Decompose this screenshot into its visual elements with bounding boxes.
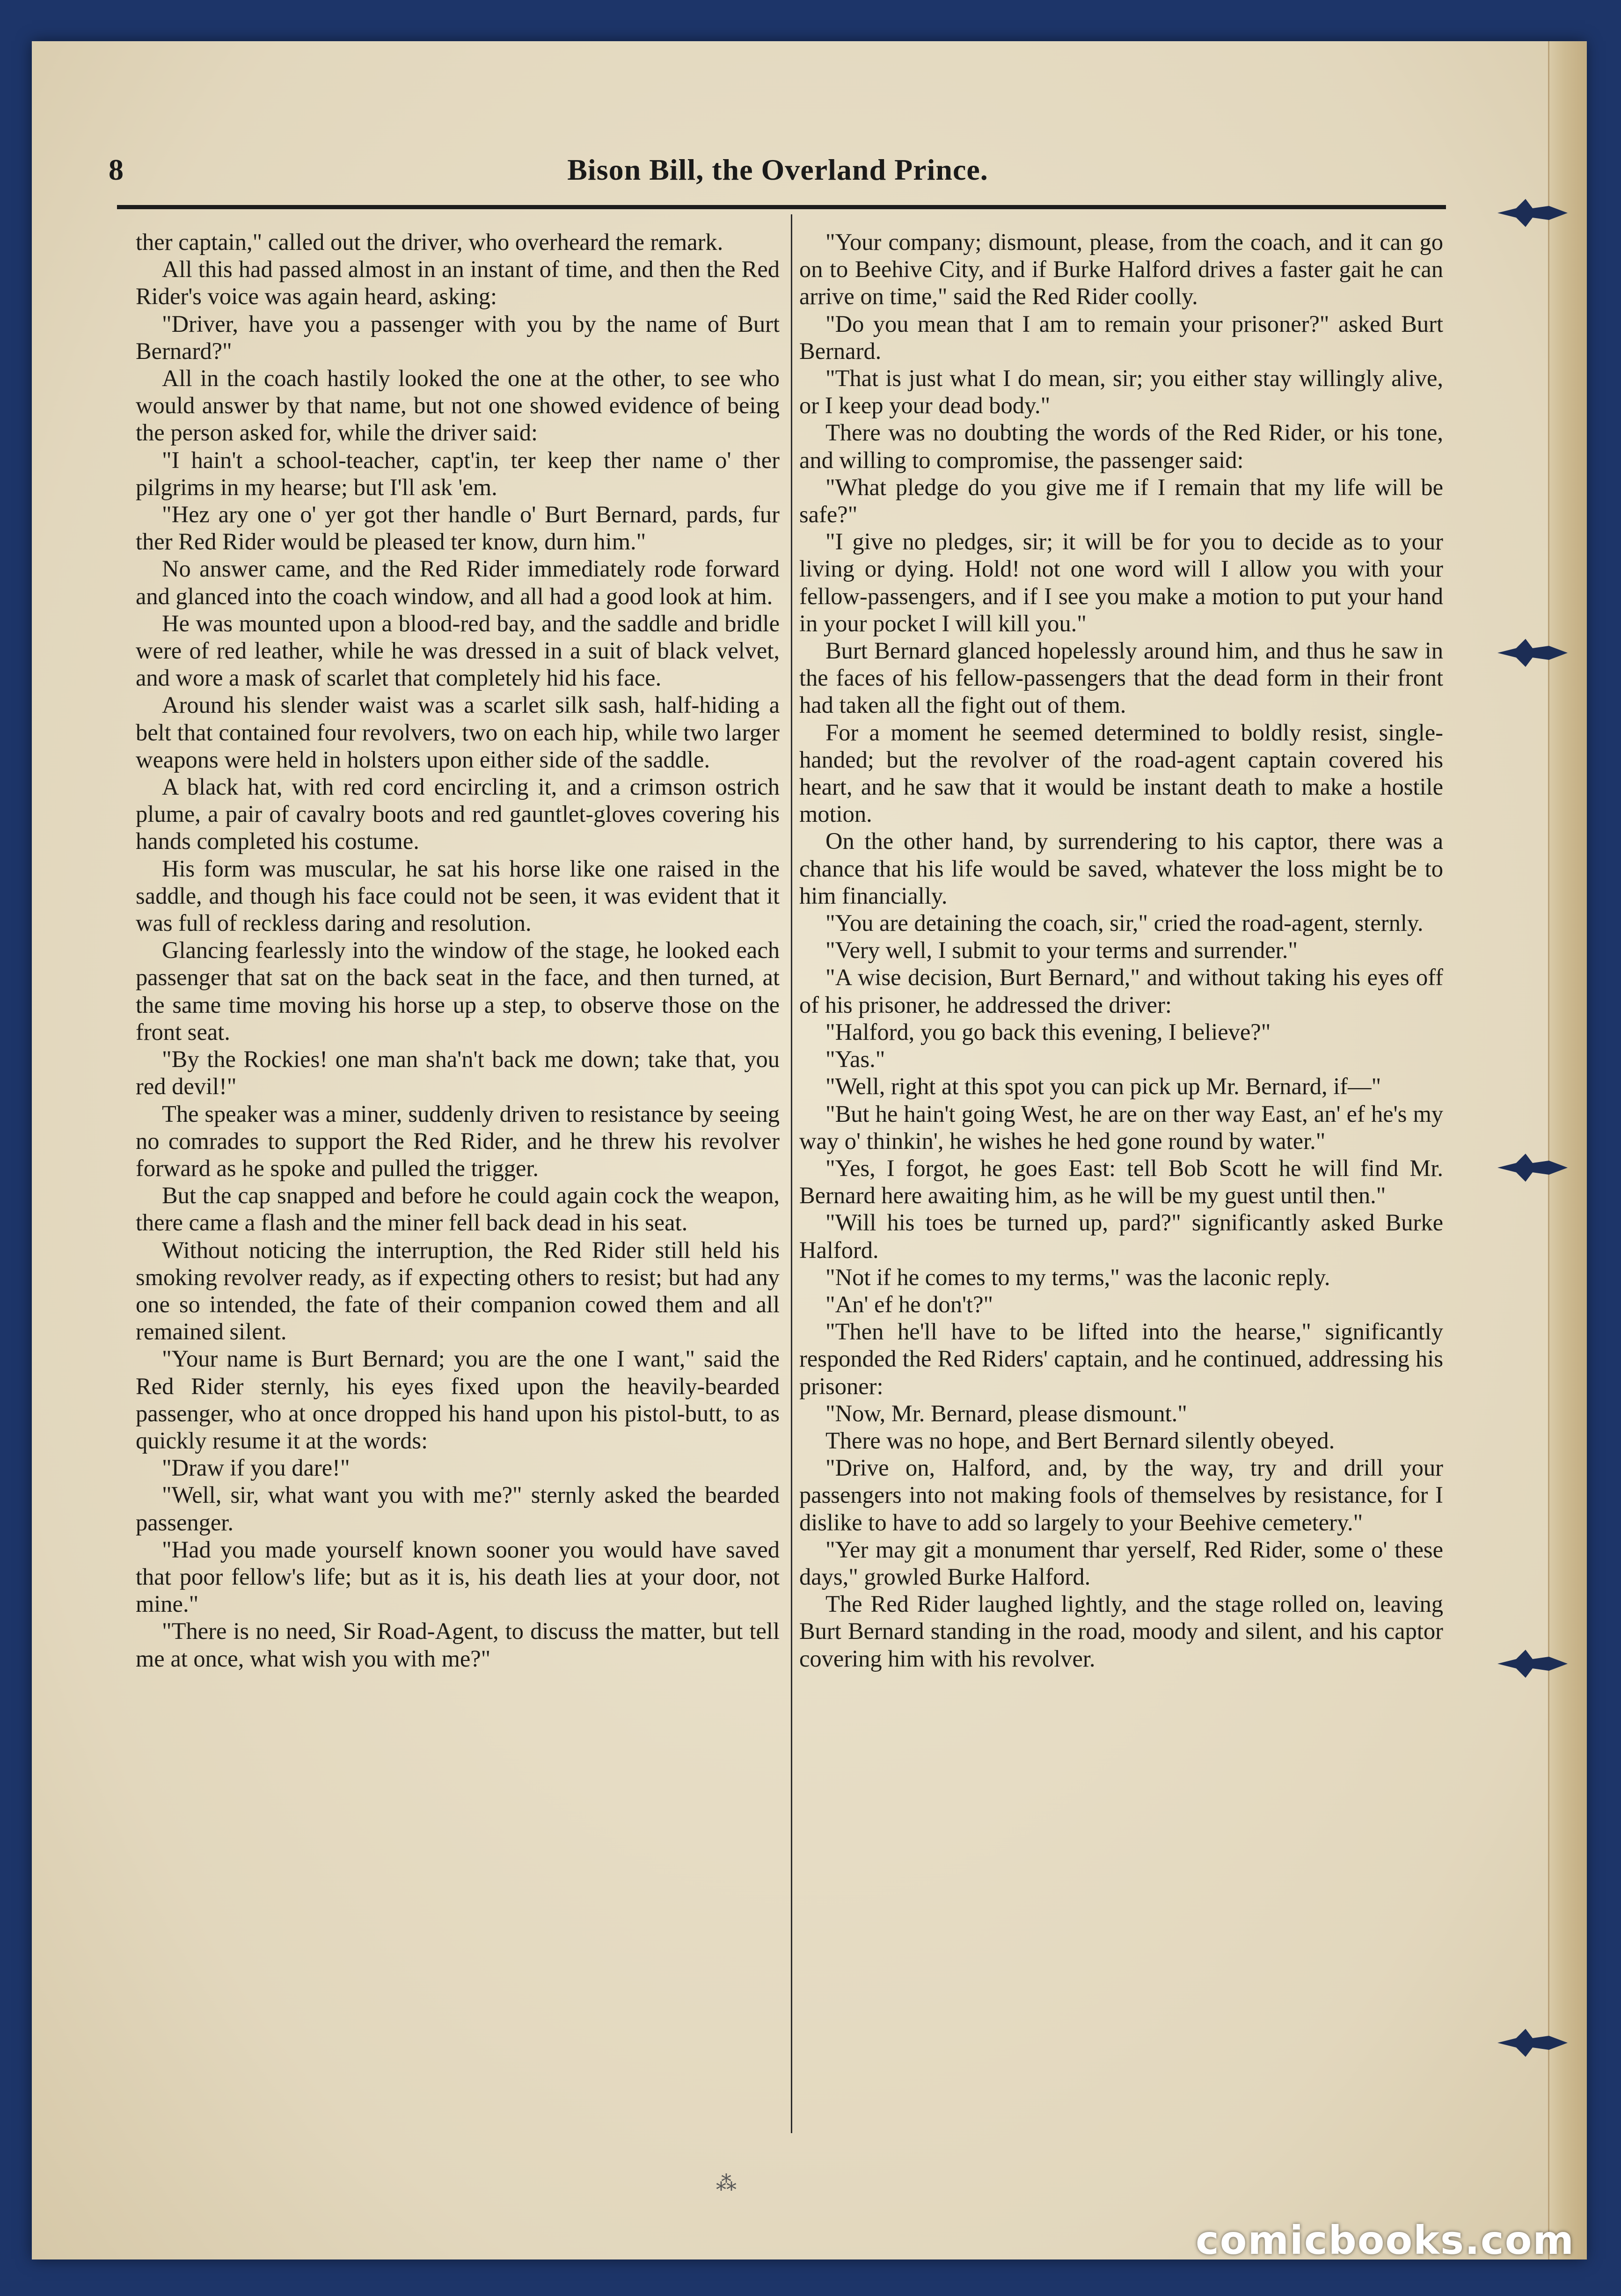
page-header bbox=[109, 149, 1447, 191]
paragraph: Glancing fearlessly into the window of the stage, he looked each passenger that sat on the back seat in the face, and then turned, at the same time moving his horse up a step, to observe those on the front seat. bbox=[136, 937, 780, 1045]
paragraph: On the other hand, by surrendering to his captor, there was a chance that his life would be saved, whatever the loss might be to him financially. bbox=[799, 828, 1443, 909]
paragraph: "By the Rockies! one man sha'n't back me down; take that, you red devil!" bbox=[136, 1046, 780, 1100]
binding-staple-icon bbox=[1497, 636, 1568, 669]
paragraph: "Do you mean that I am to remain your prisoner?" asked Burt Bernard. bbox=[799, 310, 1443, 364]
paragraph: "Hez ary one o' yer got ther handle o' Burt Bernard, pards, fur ther Red Rider would be pleased ter know, durn him." bbox=[136, 501, 780, 555]
paragraph: All in the coach hastily looked the one at the other, to see who would answer by that name, but not one showed evidence of being the person asked for, while the driver said: bbox=[136, 365, 780, 446]
page-spine bbox=[1548, 41, 1587, 2259]
paragraph: "Driver, have you a passenger with you by the name of Burt Bernard?" bbox=[136, 310, 780, 364]
watermark: comicbooks.com bbox=[1196, 2217, 1575, 2263]
paragraph: "You are detaining the coach, sir," cried the road-agent, sternly. bbox=[825, 910, 1424, 936]
paragraph: "I hain't a school-teacher, capt'in, ter keep ther name o' ther pilgrims in my hearse; but I'll ask 'em. bbox=[136, 446, 780, 500]
paragraph: "There is no need, Sir Road-Agent, to discuss the matter, but tell me at once, what wish you with me?" bbox=[136, 1618, 780, 1672]
paragraph: Without noticing the interruption, the Red Rider still held his smoking revolver ready, as if expecting others to resist; but had any one so intended, the fate of their companion cowed them and all remained silent. bbox=[136, 1236, 780, 1345]
paragraph: "Well, right at this spot you can pick up Mr. Bernard, if—" bbox=[825, 1073, 1381, 1100]
binding-staple-icon bbox=[1497, 2026, 1568, 2059]
paragraph: The speaker was a miner, suddenly driven to resistance by seeing no comrades to support the Red Rider, and he threw his revolver forward as he spoke and pulled the trigger. bbox=[136, 1100, 780, 1181]
paragraph: "Then he'll have to be lifted into the hearse," significantly responded the Red Riders' captain, and he continued, addressing his prisoner: bbox=[799, 1318, 1443, 1399]
paragraph: "Yer may git a monument thar yerself, Red Rider, some o' these days," growled Burke Halford. bbox=[799, 1536, 1443, 1590]
page-number: 8 bbox=[109, 153, 124, 186]
footer-ornament: ⁂ bbox=[716, 2172, 737, 2195]
paragraph: "That is just what I do mean, sir; you either stay willingly alive, or I keep your dead body." bbox=[799, 365, 1443, 419]
header-rule bbox=[117, 205, 1446, 209]
paragraph: "Yas." bbox=[825, 1046, 885, 1073]
paragraph: "Your name is Burt Bernard; you are the one I want," said the Red Rider sternly, his eyes fixed upon the heavily-bearded passenger, who at once dropped his hand upon his pistol-butt, to as quickly resume it at the words: bbox=[136, 1345, 780, 1454]
paragraph: ther captain," called out the driver, who overheard the remark. bbox=[136, 229, 723, 255]
paragraph: No answer came, and the Red Rider immediately rode forward and glanced into the coach window, and all had a good look at him. bbox=[136, 556, 780, 609]
paragraph: "Well, sir, what want you with me?" sternly asked the bearded passenger. bbox=[136, 1482, 780, 1536]
right-column bbox=[799, 228, 1443, 1672]
paragraph: "Had you made yourself known sooner you would have saved that poor fellow's life; but as it is, his death lies at your door, not mine." bbox=[136, 1536, 780, 1617]
paragraph: "Drive on, Halford, and, by the way, try and drill your passengers into not making fools of themselves by resistance, for I dislike to have to add so largely to your Beehive cemetery." bbox=[799, 1455, 1443, 1536]
binding-staple-icon bbox=[1497, 1647, 1568, 1680]
left-column bbox=[136, 228, 780, 1672]
paragraph: He was mounted upon a blood-red bay, and the saddle and bridle were of red leather, while he was dressed in a suit of black velvet, and wore a mask of scarlet that completely hid his face. bbox=[136, 610, 780, 691]
paragraph: "Yes, I forgot, he goes East: tell Bob Scott he will find Mr. Bernard here awaiting him, as he will be my guest until then." bbox=[799, 1155, 1443, 1209]
paragraph: For a moment he seemed determined to boldly resist, single-handed; but the revolver of the road-agent captain covered his heart, and he saw that it would be instant death to make a hostile motion. bbox=[799, 719, 1443, 827]
paragraph: "Not if he comes to my terms," was the laconic reply. bbox=[825, 1264, 1330, 1290]
paragraph: But the cap snapped and before he could again cock the weapon, there came a flash and the miner fell back dead in his seat. bbox=[136, 1182, 780, 1236]
paragraph: "Will his toes be turned up, pard?" significantly asked Burke Halford. bbox=[799, 1209, 1443, 1263]
paragraph: "Your company; dismount, please, from the coach, and it can go on to Beehive City, and if Burke Halford drives a faster gait he can arrive on time," said the Red Rider coolly. bbox=[799, 229, 1443, 310]
paragraph: Around his slender waist was a scarlet silk sash, half-hiding a belt that contained four revolvers, two on each hip, while two larger weapons were held in holsters upon either side of the saddle. bbox=[136, 692, 780, 773]
column-divider bbox=[791, 214, 792, 2133]
paragraph: The Red Rider laughed lightly, and the stage rolled on, leaving Burt Bernard standing in the road, moody and silent, and his captor covering him with his revolver. bbox=[799, 1591, 1443, 1672]
paragraph: "A wise decision, Burt Bernard," and without taking his eyes off of his prisoner, he addressed the driver: bbox=[799, 964, 1443, 1018]
paragraph: A black hat, with red cord encircling it, and a crimson ostrich plume, a pair of cavalry boots and red gauntlet-gloves covering his hands completed his costume. bbox=[136, 774, 780, 855]
paragraph: There was no hope, and Bert Bernard silently obeyed. bbox=[825, 1427, 1335, 1454]
paragraph: "What pledge do you give me if I remain that my life will be safe?" bbox=[799, 474, 1443, 528]
binding-staple-icon bbox=[1497, 197, 1568, 229]
paragraph: "Halford, you go back this evening, I believe?" bbox=[825, 1018, 1271, 1045]
paragraph: "Very well, I submit to your terms and surrender." bbox=[825, 937, 1298, 964]
binding-staple-icon bbox=[1497, 1151, 1568, 1184]
paragraph: There was no doubting the words of the Red Rider, or his tone, and willing to compromise, the passenger said: bbox=[799, 419, 1443, 473]
paragraph: "I give no pledges, sir; it will be for you to decide as to your living or dying. Hold! not one word will I allow you with your fellow-passengers, and if I see you make a motion to put your hand in your pocket I will kill you." bbox=[799, 528, 1443, 636]
paragraph: "An' ef he don't?" bbox=[825, 1291, 993, 1317]
paragraph: His form was muscular, he sat his horse like one raised in the saddle, and though his face could not be seen, it was evident that it was full of reckless daring and resolution. bbox=[136, 855, 780, 936]
paragraph: "Draw if you dare!" bbox=[162, 1455, 350, 1481]
paragraph: All this had passed almost in an instant of time, and then the Red Rider's voice was again heard, asking: bbox=[136, 256, 780, 310]
paragraph: Burt Bernard glanced hopelessly around him, and thus he saw in the faces of his fellow-passengers that the dead form in their front had taken all the fight out of them. bbox=[799, 637, 1443, 718]
paragraph: "Now, Mr. Bernard, please dismount." bbox=[825, 1400, 1187, 1426]
running-title: Bison Bill, the Overland Prince. bbox=[567, 153, 988, 186]
paragraph: "But he hain't going West, he are on ther way East, an' ef he's my way o' thinkin', he wishes he hed gone round by water." bbox=[799, 1100, 1443, 1154]
